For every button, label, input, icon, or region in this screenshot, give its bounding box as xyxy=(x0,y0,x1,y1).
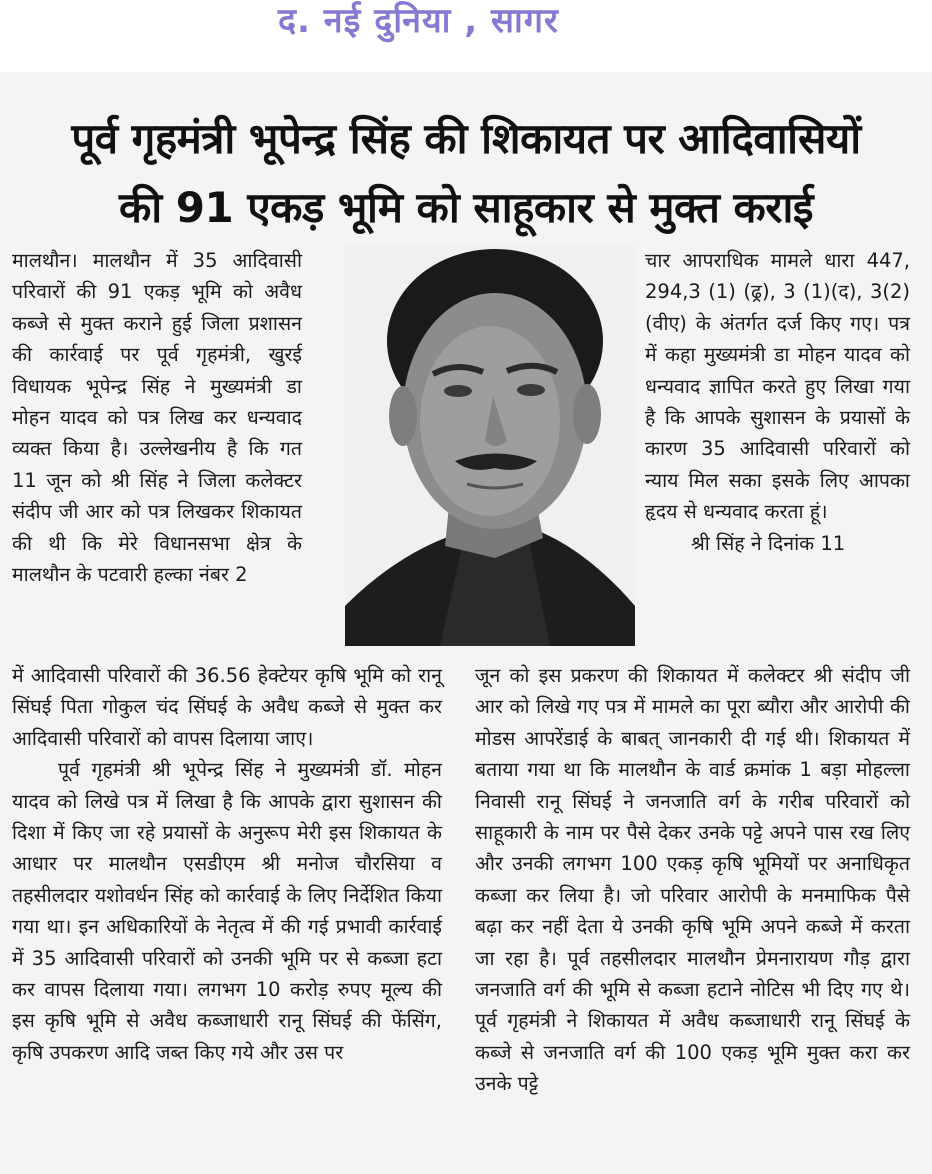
article-paragraph: चार आपराधिक मामले धारा 447, 294,3 (1) (ढ्र), 3 (1)(द), 3(2) (वीए) के अंतर्गत दर्ज किए गए। पत्र में कहा मुख्यमंत्री डा मोहन यादव को धन्यवाद ज्ञापित करते हुए लिखा गया है कि आपके सुशासन के प्रयासों के कारण 35 आदिवासी परिवारों को न्याय मिल सका इसके लिए आपका हृदय से धन्यवाद करता हूं। xyxy=(645,249,910,524)
article-paragraph: पूर्व गृहमंत्री श्री भूपेन्द्र सिंह ने मुख्यमंत्री डॉ. मोहन यादव को लिखे पत्र में लिखा है कि आपके द्वारा सुशासन की दिशा में किए जा रहे प्रयासों के अनुरूप मेरी इस शिकायत के आधार पर मालथौन एसडीएम श्री मनोज चौरसिया व तहसीलदार यशोवर्धन सिंह को कार्रवाई के लिए निर्देशित किया गया था। इन अधिकारियों के नेतृत्व में की गई प्रभावी कार्रवाई में 35 आदिवासी परिवारों को उनकी भूमि पर से कब्जा हटा कर वापस दिलाया गया। लगभग 10 करोड़ रुपए मूल्य की इस कृषि भूमि से अवैध कब्जाधारी रानू सिंघई की फेंसिंग, कृषि उपकरण आदि जब्त किए गये और उस पर xyxy=(12,758,442,1064)
headline-line-2: की 91 एकड़ भूमि को साहूकार से मुक्त कराई xyxy=(119,183,813,232)
article-paragraph: श्री सिंह ने दिनांक 11 xyxy=(691,531,846,555)
article-column-3 xyxy=(12,660,442,1068)
headline-line-1: पूर्व गृहमंत्री भूपेन्द्र सिंह की शिकायत पर आदिवासियों xyxy=(71,114,861,163)
article-paragraph: जून को इस प्रकरण की शिकायत में कलेक्टर श्री संदीप जी आर को लिखे गए पत्र में मामले का पूरा ब्यौरा और आरोपी की मोडस आपरेंडाई के बाबत् जानकारी दी गई थी। शिकायत में बताया गया था कि मालथौन के वार्ड क्रमांक 1 बड़ा मोहल्ला निवासी रानू सिंघई ने जनजाति वर्ग के गरीब परिवारों को साहूकारी के नाम पर पैसे देकर उनके पट्टे अपने पास रख लिए और उनकी लगभग 100 एकड़ कृषि भूमियों पर अनाधिकृत कब्जा कर लिया है। जो परिवार आरोपी के मनमाफिक पैसे बढ़ा कर नहीं देता ये उनकी कृषि भूमि अपने कब्जे में करता जा रहा है। पूर्व तहसीलदार मालथौन प्रेमनारायण गौड़ द्वारा जनजाति वर्ग की भूमि से कब्जा हटाने नोटिस भी दिए गए थे। पूर्व गृहमंत्री ने शिकायत में अवैध कब्जाधारी रानू सिंघई के कब्जे से जनजाति वर्ग की 100 एकड़ भूमि मुक्त करा कर उनके पट्टे xyxy=(475,664,910,1096)
portrait-photo xyxy=(345,246,635,646)
article-paragraph: में आदिवासी परिवारों की 36.56 हेक्टेयर कृषि भूमि को रानू सिंघई पिता गोकुल चंद सिंघई के अवैध कब्जे से मुक्त कर आदिवासी परिवारों को वापस दिलाया जाए। xyxy=(12,664,442,750)
source-stamp-area xyxy=(0,0,932,72)
article-paragraph: मालथौन। मालथौन में 35 आदिवासी परिवारों की 91 एकड़ भूमि को अवैध कब्जे से मुक्त कराने हुई जिला प्रशासन की कार्रवाई पर पूर्व गृहमंत्री, खुरई विधायक भूपेन्द्र सिंह ने मुख्यमंत्री डा मोहन यादव को पत्र लिख कर धन्यवाद व्यक्त किया है। उल्लेखनीय है कि गत 11 जून को श्री सिंह ने जिला कलेक्टर संदीप जी आर को पत्र लिखकर शिकायत की थी कि मेरे विधानसभा क्षेत्र के मालथौन के पटवारी हल्का नंबर 2 xyxy=(12,249,302,587)
portrait-photo-icon xyxy=(345,246,635,646)
headline xyxy=(10,104,922,242)
article-column-2 xyxy=(645,245,910,559)
source-stamp: द. नई दुनिया , सागर xyxy=(278,1,559,41)
article-column-1 xyxy=(12,245,302,590)
article-column-4 xyxy=(475,660,910,1100)
